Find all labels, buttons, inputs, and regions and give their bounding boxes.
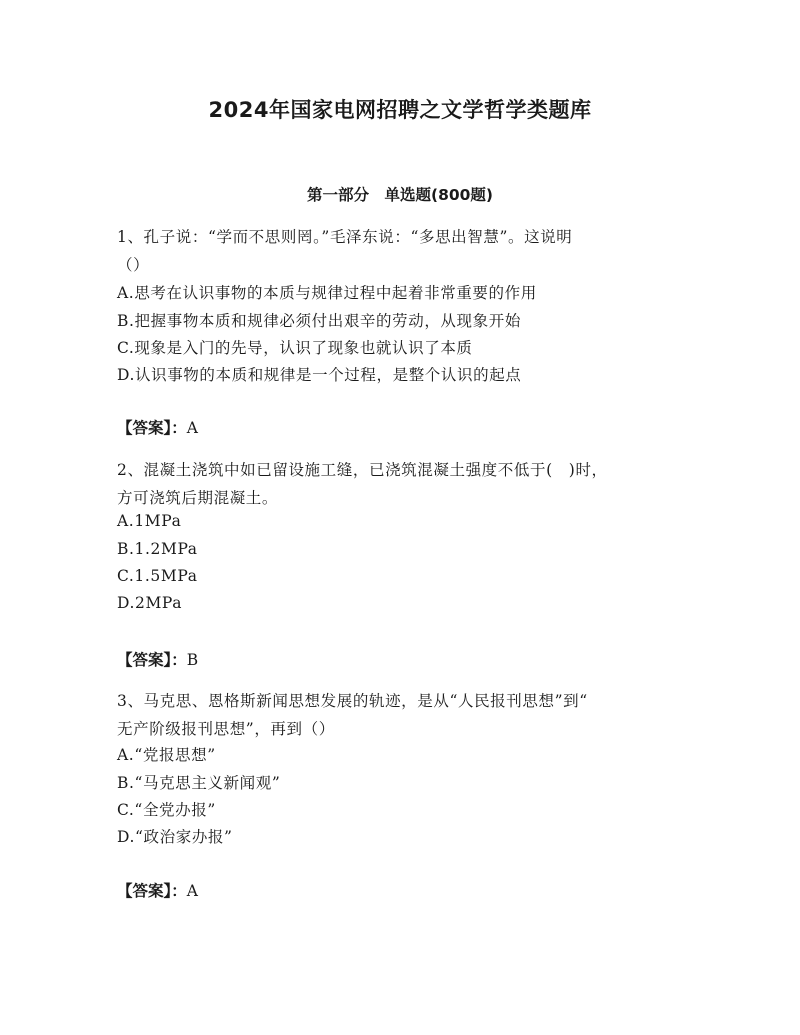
question-1-option-a: A.思考在认识事物的本质与规律过程中起着非常重要的作用	[117, 284, 537, 302]
question-2-option-d: D.2MPa	[117, 594, 183, 612]
question-1-stem-line-1: 1、孔子说：“学而不思则罔。”毛泽东说：“多思出智慧”。这说明	[117, 228, 573, 246]
question-3-stem-line-1: 3、马克思、恩格斯新闻思想发展的轨迹，是从“人民报刊思想”到“	[117, 692, 588, 710]
question-3-option-a: A.“党报思想”	[117, 746, 216, 764]
question-2-option-b: B.1.2MPa	[117, 540, 198, 558]
question-2-stem-line-1: 2、混凝土浇筑中如已留设施工缝，已浇筑混凝土强度不低于( )时，	[117, 461, 608, 479]
question-1-option-c: C.现象是入门的先导，认识了现象也就认识了本质	[117, 339, 473, 357]
question-2-option-c: C.1.5MPa	[117, 567, 198, 585]
question-1-option-d: D.认识事物的本质和规律是一个过程，是整个认识的起点	[117, 366, 522, 384]
section-title: 第一部分 单选题(800题)	[306, 186, 494, 204]
question-3-option-c: C.“全党办报”	[117, 801, 216, 819]
answer-value: A	[186, 882, 198, 900]
question-1-answer	[117, 416, 198, 438]
answer-value: A	[186, 419, 198, 437]
question-2-option-a: A.1MPa	[117, 512, 182, 530]
question-3-stem-line-2: 无产阶级报刊思想”，再到（）	[117, 720, 335, 738]
question-3-answer	[117, 879, 198, 901]
question-2-answer	[117, 648, 198, 670]
question-1-option-b: B.把握事物本质和规律必须付出艰辛的劳动，从现象开始	[117, 312, 521, 330]
answer-value: B	[186, 651, 199, 669]
document-title: 2024年国家电网招聘之文学哲学类题库	[208, 98, 592, 122]
answer-label: 【答案】：	[117, 651, 187, 669]
question-3-option-b: B.“马克思主义新闻观”	[117, 774, 281, 792]
question-1-stem-line-2: （）	[117, 256, 150, 274]
answer-label: 【答案】：	[117, 882, 187, 900]
answer-label: 【答案】：	[117, 419, 187, 437]
question-2-stem-line-2: 方可浇筑后期混凝土。	[117, 489, 279, 507]
question-3-option-d: D.“政治家办报”	[117, 828, 233, 846]
